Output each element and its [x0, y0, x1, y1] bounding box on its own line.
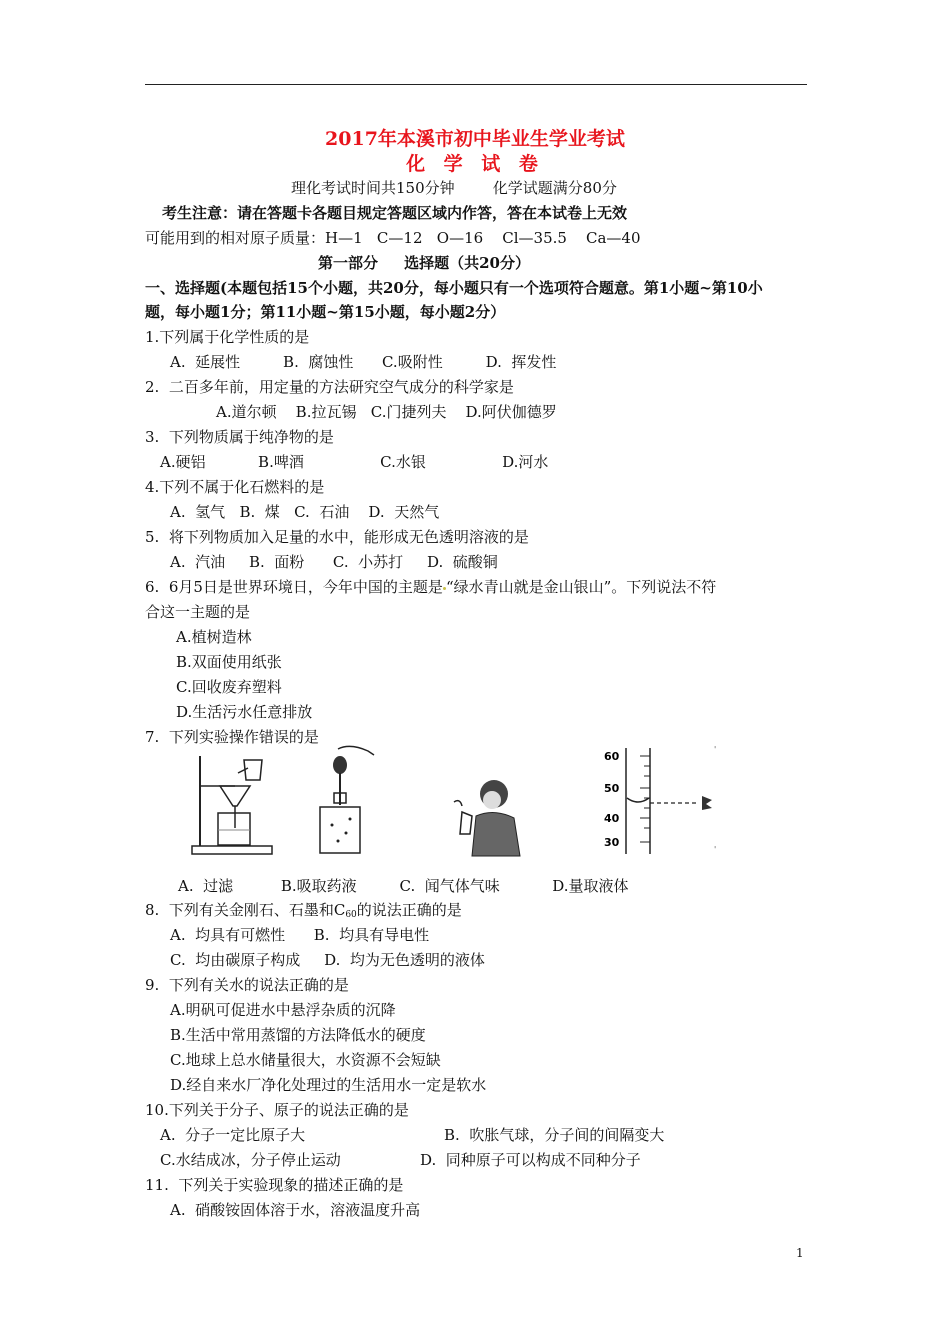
page-number: 1 [796, 1246, 804, 1260]
q9-option-c: C.地球上总水储量很大，水资源不会短缺 [170, 1051, 441, 1069]
q10-option-c: C.水结成冰，分子停止运动 [160, 1151, 341, 1169]
q8-options-ab: A. 均具有可燃性 B. 均具有导电性 [170, 926, 430, 944]
q6-option-a: A.植树造林 [176, 628, 252, 646]
q7-options: A. 过滤 B.吸取药液 C. 闻气体气味 D.量取液体 [178, 877, 629, 895]
q10-option-a: A. 分子一定比原子大 [160, 1126, 306, 1144]
instructions-line1: 一、选择题(本题包括15个小题，共20分，每小题只有一个选项符合题意。第1小题~第10小 [145, 279, 763, 297]
atomic-mass: 可能用到的相对原子质量：H—1 C—12 O—16 Cl—35.5 Ca—40 [145, 229, 641, 247]
svg-text:': ' [714, 746, 717, 754]
q6-stem-cont: 合这一主题的是 [145, 603, 251, 621]
time-info: 理化考试时间共150分钟 化学试题满分80分 [291, 179, 617, 197]
exam-subtitle: 化 学 试 卷 [406, 153, 544, 175]
svg-text:': ' [714, 845, 717, 854]
q5-options: A. 汽油 B. 面粉 C. 小苏打 D. 硫酸铜 [170, 553, 498, 571]
q1-stem: 1.下列属于化学性质的是 [145, 328, 310, 346]
q5-stem: 5. 将下列物质加入足量的水中，能形成无色透明溶液的是 [145, 528, 529, 546]
q7-stem: 7. 下列实验操作错误的是 [145, 728, 319, 746]
q9-option-b: B.生活中常用蒸馏的方法降低水的硬度 [170, 1026, 426, 1044]
q8-options-cd: C. 均由碳原子构成 D. 均为无色透明的液体 [170, 951, 485, 969]
q8-stem-part2: 的说法正确的是 [356, 901, 462, 919]
q4-options: A. 氢气 B. 煤 C. 石油 D. 天然气 [170, 503, 440, 521]
dropper-figure [310, 745, 380, 857]
smelling-figure [448, 776, 528, 858]
q11-option-a: A. 硝酸铵固体溶于水，溶液温度升高 [170, 1201, 421, 1219]
instructions-line2: 题，每小题1分；第11小题~第15小题，每小题2分） [145, 303, 506, 321]
q3-options: A.硬铝 B.啤酒 C.水银 D.河水 [160, 453, 549, 471]
q10-option-d: D. 同种原子可以构成不同种分子 [420, 1151, 641, 1169]
tick-60: 60 [604, 750, 620, 763]
q6-stem [145, 577, 716, 597]
q1-options: A. 延展性 B. 腐蚀性 C.吸附性 D. 挥发性 [170, 353, 557, 371]
exam-title: 2017年本溪市初中毕业生学业考试 [325, 128, 625, 150]
part1-heading: 第一部分 选择题（共20分） [318, 254, 530, 272]
q6-option-d: D.生活污水任意排放 [176, 703, 313, 721]
q6-stem-part1: 6. 6月5日是世界环境日，今年中国的主题是 [145, 578, 443, 596]
q6-option-b: B.双面使用纸张 [176, 653, 282, 671]
q2-stem: 2. 二百多年前，用定量的方法研究空气成分的科学家是 [145, 378, 514, 396]
tick-30: 30 [604, 836, 620, 849]
filtration-figure [190, 748, 280, 858]
q11-stem: 11. 下列关于实验现象的描述正确的是 [145, 1176, 404, 1194]
q4-stem: 4.下列不属于化石燃料的是 [145, 478, 325, 496]
notice: 考生注意：请在答题卡各题目规定答题区域内作答，答在本试卷上无效 [162, 204, 628, 222]
header-rule [145, 84, 807, 85]
q8-stem [145, 900, 462, 925]
q3-stem: 3. 下列物质属于纯净物的是 [145, 428, 334, 446]
q2-options: A.道尔顿 B.拉瓦锡 C.门捷列夫 D.阿伏伽德罗 [216, 403, 557, 421]
eye-icon [702, 796, 712, 810]
q8-stem-part1: 8. 下列有关金刚石、石墨和C [145, 901, 346, 919]
cylinder-figure [598, 746, 720, 858]
q10-stem: 10.下列关于分子、原子的说法正确的是 [145, 1101, 409, 1119]
q9-stem: 9. 下列有关水的说法正确的是 [145, 976, 349, 994]
q8-subscript: 60 [345, 910, 357, 920]
q6-option-c: C.回收废弃塑料 [176, 678, 282, 696]
q9-option-d: D.经自来水厂净化处理过的生活用水一定是软水 [170, 1076, 487, 1094]
q6-stem-part2: “绿水青山就是金山银山”。下列说法不符 [445, 578, 717, 596]
tick-40: 40 [604, 812, 620, 825]
q9-option-a: A.明矾可促进水中悬浮杂质的沉降 [170, 1001, 396, 1019]
tick-50: 50 [604, 782, 620, 795]
q10-option-b: B. 吹胀气球，分子间的间隔变大 [444, 1126, 665, 1144]
